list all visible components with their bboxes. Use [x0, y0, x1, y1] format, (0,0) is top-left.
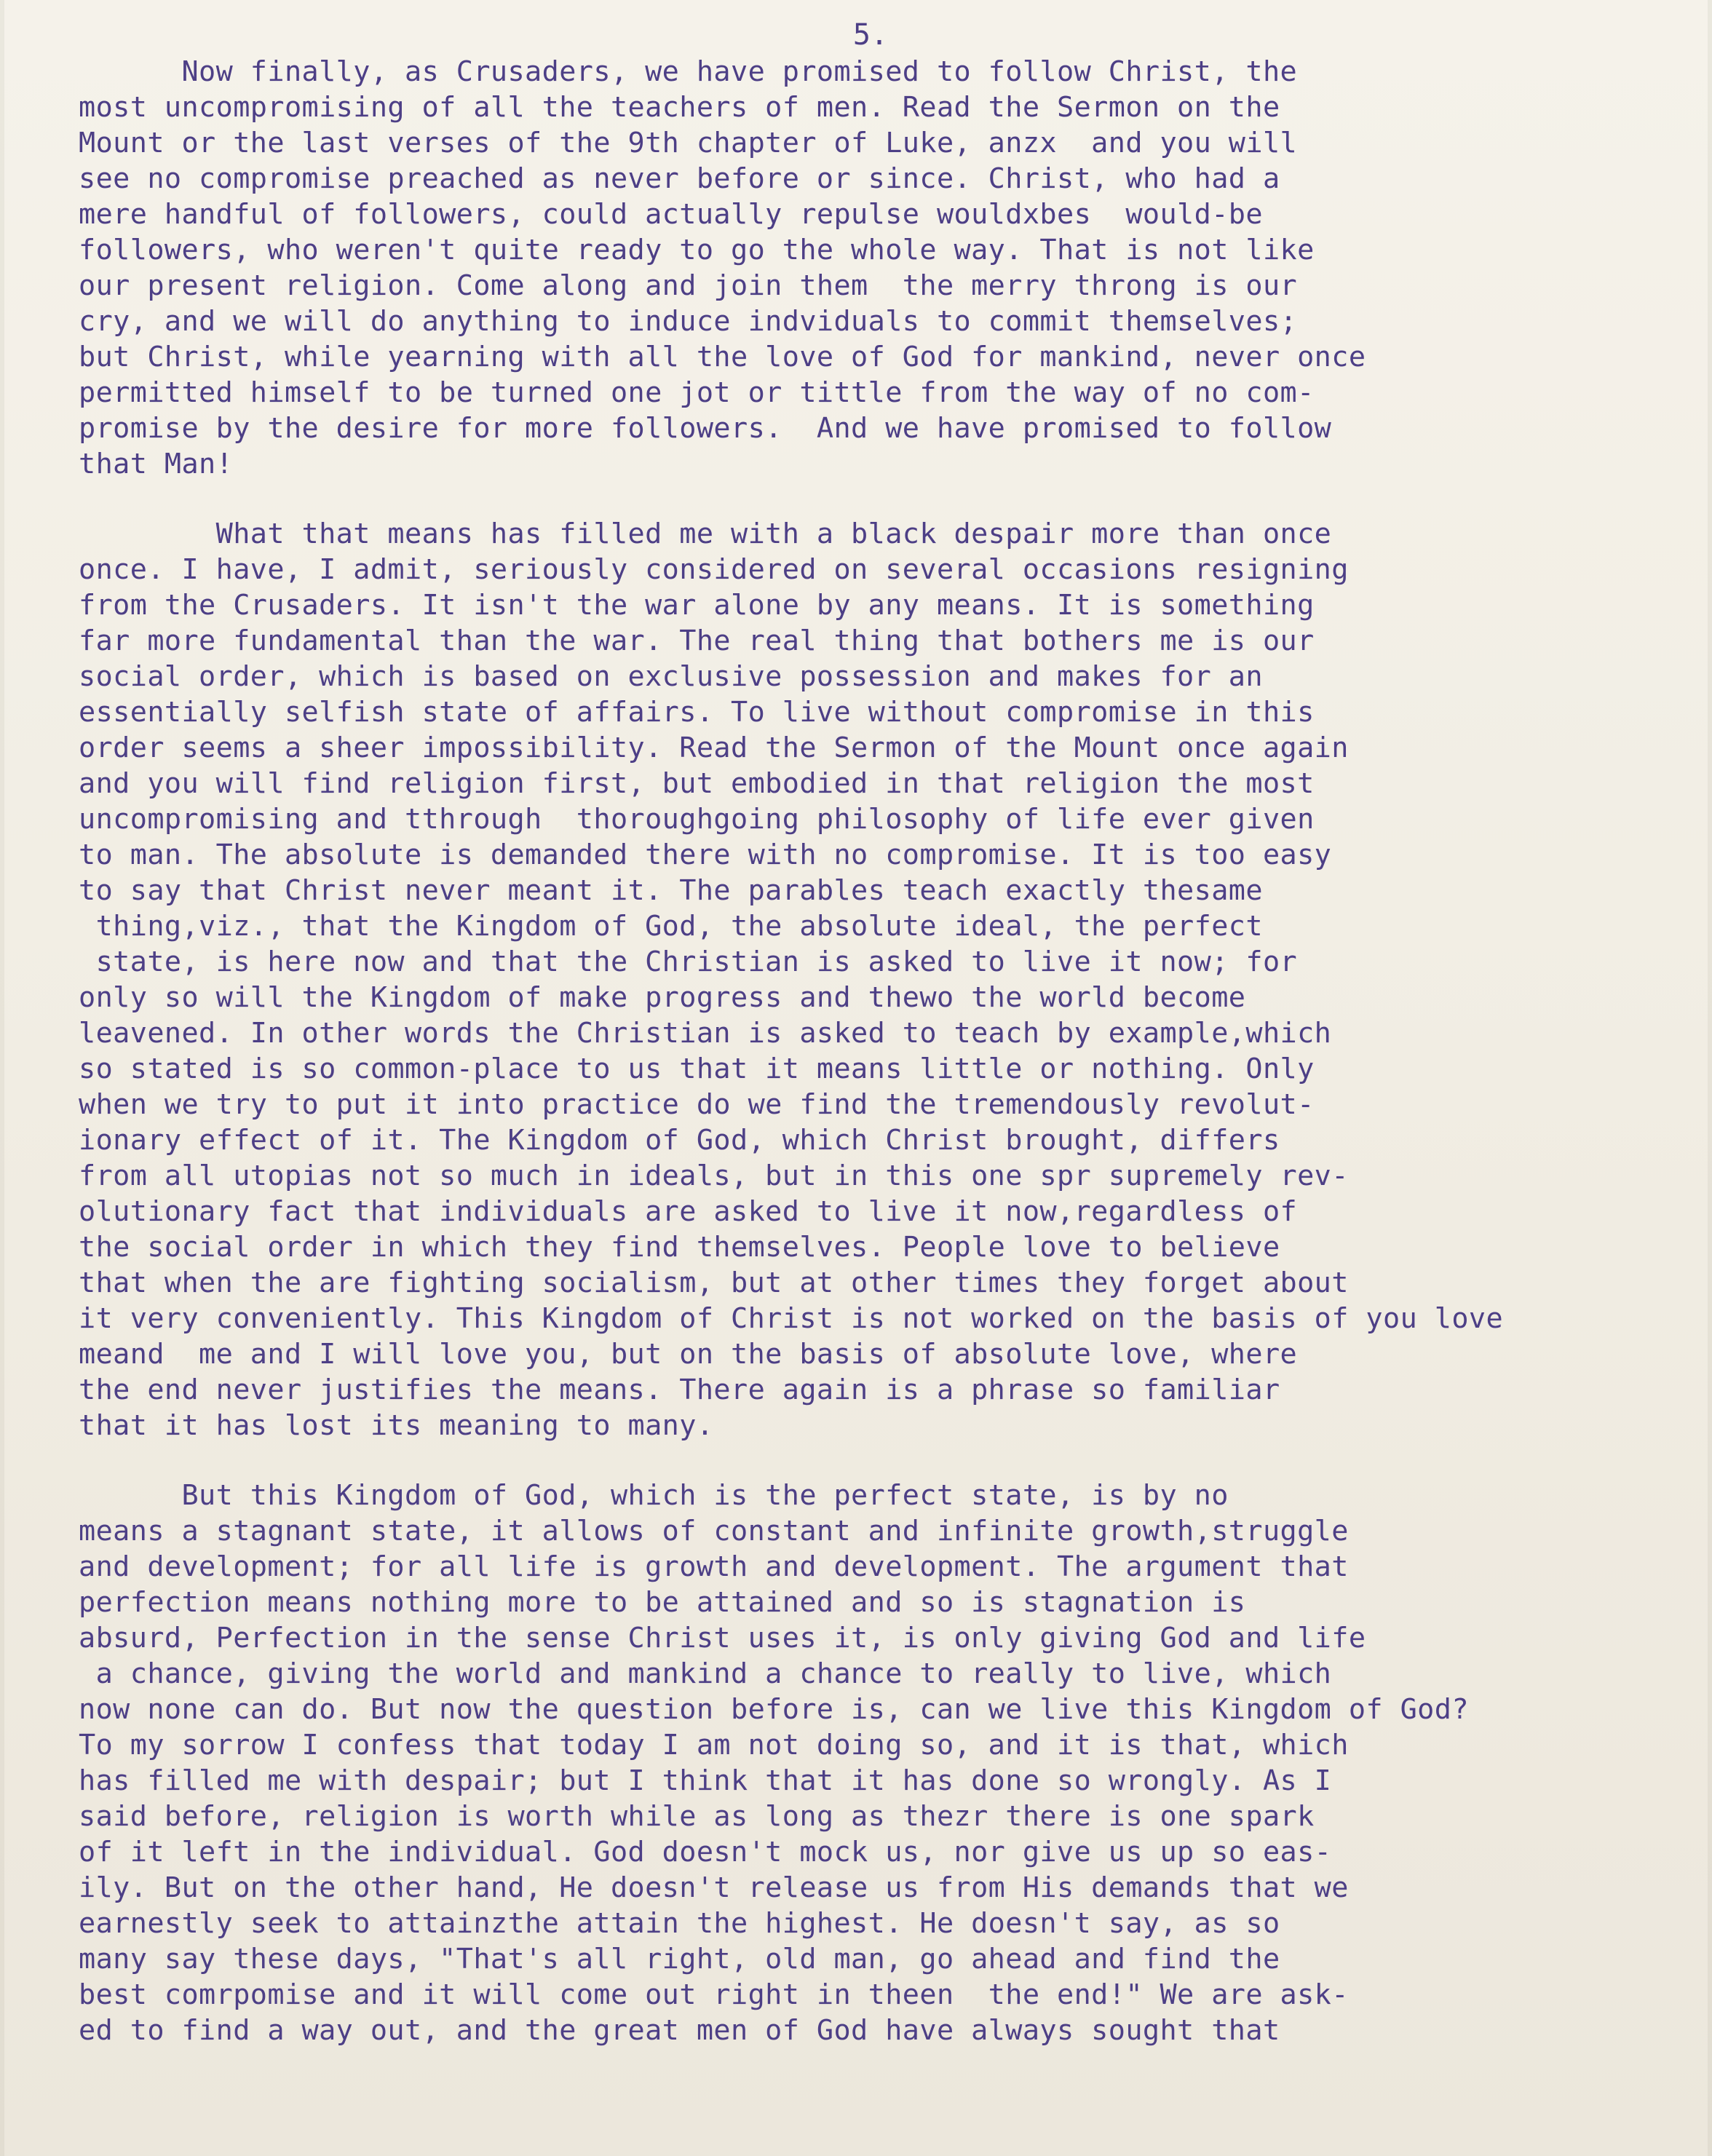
text-line: absurd, Perfection in the sense Christ uses it, is only giving God and life [79, 1622, 1366, 1654]
text-line: essentially selfish state of affairs. To live without compromise in this [79, 696, 1315, 729]
text-line: To my sorrow I confess that today I am not doing so, and it is that, which [79, 1729, 1349, 1761]
text-line: when we try to put it into practice do we find the tremendously revolut- [79, 1088, 1315, 1121]
text-line: olutionary fact that individuals are asked to live it now,regardless of [79, 1195, 1298, 1228]
paragraph-1 [0, 54, 1712, 482]
text-line: the end never justifies the means. There again is a phrase so familiar [79, 1374, 1280, 1406]
text-line: once. I have, I admit, seriously considered on several occasions resigning [79, 553, 1349, 586]
text-line: most uncompromising of all the teachers of men. Read the Sermon on the [79, 91, 1280, 124]
document-body [0, 54, 1712, 2048]
text-line: state, is here now and that the Christian is asked to live it now; for [79, 946, 1298, 978]
paragraph-3 [0, 1478, 1712, 2048]
text-line: it very conveniently. This Kingdom of Christ is not worked on the basis of you love [79, 1302, 1504, 1335]
text-line: from the Crusaders. It isn't the war alone by any means. It is something [79, 589, 1315, 622]
text-line: and development; for all life is growth and development. The argument that [79, 1550, 1349, 1583]
paragraph-2 [0, 516, 1712, 1443]
text-line: promise by the desire for more followers. And we have promised to follow [79, 412, 1332, 445]
text-line: of it left in the individual. God doesn't mock us, nor give us up so eas- [79, 1836, 1332, 1868]
text-line: said before, religion is worth while as long as thezr there is one spark [79, 1800, 1315, 1833]
text-line: social order, which is based on exclusive possession and makes for an [79, 660, 1263, 693]
text-line: cry, and we will do anything to induce indviduals to commit themselves; [79, 305, 1298, 338]
text-line: uncompromising and tthrough thoroughgoing philosophy of life ever given [79, 803, 1315, 836]
text-line: only so will the Kingdom of make progress and thewo the world become [79, 981, 1246, 1014]
text-line: that it has lost its meaning to many. [79, 1409, 714, 1442]
text-line: But this Kingdom of God, which is the perfect state, is by no [79, 1479, 1229, 1512]
text-line: ed to find a way out, and the great men of God have always sought that [79, 2014, 1280, 2047]
text-line: many say these days, "That's all right, old man, go ahead and find the [79, 1943, 1280, 1975]
text-line: the social order in which they find themselves. People love to believe [79, 1231, 1280, 1264]
text-line: means a stagnant state, it allows of constant and infinite growth,struggle [79, 1515, 1349, 1547]
text-line: earnestly seek to attainzthe attain the highest. He doesn't say, as so [79, 1907, 1280, 1940]
text-line: mere handful of followers, could actually repulse wouldxbes would-be [79, 198, 1263, 231]
text-line: ionary effect of it. The Kingdom of God, which Christ brought, differs [79, 1124, 1280, 1157]
text-line: followers, who weren't quite ready to go the whole way. That is not like [79, 234, 1315, 266]
text-line: Mount or the last verses of the 9th chapter of Luke, anzx and you will [79, 127, 1298, 159]
text-line: leavened. In other words the Christian is asked to teach by example,which [79, 1017, 1332, 1050]
text-line: now none can do. But now the question before is, can we live this Kingdom of God? [79, 1693, 1469, 1726]
text-line: that when the are fighting socialism, but at other times they forget about [79, 1267, 1349, 1299]
text-line: order seems a sheer impossibility. Read the Sermon of the Mount once again [79, 732, 1349, 764]
text-line: from all utopias not so much in ideals, but in this one spr supremely rev- [79, 1160, 1349, 1192]
text-line: to say that Christ never meant it. The parables teach exactly thesame [79, 874, 1263, 907]
text-line: and you will find religion first, but embodied in that religion the most [79, 767, 1315, 800]
page-edge-left [0, 0, 4, 2156]
page-edge-right [1708, 0, 1712, 2156]
text-line: that Man! [79, 448, 234, 480]
text-line: a chance, giving the world and mankind a chance to really to live, which [79, 1657, 1332, 1690]
text-line: see no compromise preached as never before or since. Christ, who had a [79, 162, 1280, 195]
text-line: What that means has filled me with a black despair more than once [79, 518, 1332, 550]
text-line: best comrpomise and it will come out right in theen the end!" We are ask- [79, 1978, 1349, 2011]
text-line: Now finally, as Crusaders, we have promised to follow Christ, the [79, 55, 1298, 88]
text-line: permitted himself to be turned one jot or tittle from the way of no com- [79, 376, 1315, 409]
text-line: but Christ, while yearning with all the love of God for mankind, never once [79, 341, 1366, 373]
page-number: 5. [852, 18, 889, 52]
text-line: ily. But on the other hand, He doesn't release us from His demands that we [79, 1871, 1349, 1904]
text-line: to man. The absolute is demanded there with no compromise. It is too easy [79, 839, 1332, 871]
text-line: so stated is so common-place to us that it means little or nothing. Only [79, 1053, 1315, 1085]
text-line: our present religion. Come along and join them the merry throng is our [79, 269, 1298, 302]
text-line: perfection means nothing more to be attained and so is stagnation is [79, 1586, 1246, 1619]
text-line: far more fundamental than the war. The real thing that bothers me is our [79, 625, 1315, 657]
text-line: meand me and I will love you, but on the basis of absolute love, where [79, 1338, 1298, 1371]
text-line: thing,viz., that the Kingdom of God, the absolute ideal, the perfect [79, 910, 1263, 943]
text-line: has filled me with despair; but I think that it has done so wrongly. As I [79, 1764, 1332, 1797]
